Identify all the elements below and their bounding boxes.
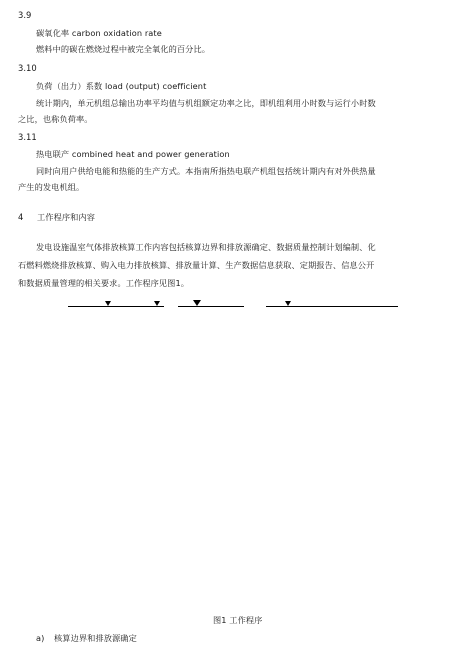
section-3-11-definition-line1: 同时向用户供给电能和热能的生产方式。本指南所指热电联产机组包括统计期内有对外供热量: [36, 166, 376, 176]
section-4-paragraph-line3: 和数据质量管理的相关要求。工作程序见图1。: [18, 278, 190, 288]
section-4-heading-title: 工作程序和内容: [37, 212, 96, 222]
flowchart-line-left: [68, 306, 164, 307]
section-4-heading-number: 4: [18, 212, 24, 222]
flowchart-line-right: [266, 306, 398, 307]
flowchart-line-middle: [178, 306, 244, 307]
section-3-9-definition: 燃料中的碳在燃烧过程中被完全氧化的百分比。: [36, 44, 211, 54]
figure-1-caption: 图1 工作程序: [213, 615, 263, 625]
flowchart-arrow-1: [105, 301, 111, 306]
flowchart-arrow-3: [193, 300, 201, 306]
list-item-a-marker: a): [36, 633, 45, 643]
section-3-9-number: 3.9: [18, 10, 32, 20]
section-4-paragraph-line1: 发电设施温室气体排放核算工作内容包括核算边界和排放源确定、数据质量控制计划编制、化: [36, 242, 376, 252]
flowchart-arrow-2: [154, 301, 160, 306]
section-3-10-term: 负荷（出力）系数 load (output) coefficient: [36, 81, 207, 91]
section-3-10-definition-line2: 之比，也称负荷率。: [18, 114, 93, 124]
section-3-10-number: 3.10: [18, 63, 37, 73]
section-3-11-term: 热电联产 combined heat and power generation: [36, 149, 230, 159]
flowchart-arrow-4: [285, 301, 291, 306]
section-3-11-definition-line2: 产生的发电机组。: [18, 182, 85, 192]
section-3-9-term: 碳氧化率 carbon oxidation rate: [36, 28, 162, 38]
section-3-11-number: 3.11: [18, 132, 37, 142]
section-3-10-definition-line1: 统计期内，单元机组总输出功率平均值与机组额定功率之比，即机组利用小时数与运行小时数: [36, 98, 376, 108]
section-4-paragraph-line2: 石燃料燃烧排放核算、购入电力排放核算、排放量计算、生产数据信息获取、定期报告、信息公开: [18, 260, 375, 270]
list-item-a-text: 核算边界和排放源确定: [54, 633, 137, 643]
